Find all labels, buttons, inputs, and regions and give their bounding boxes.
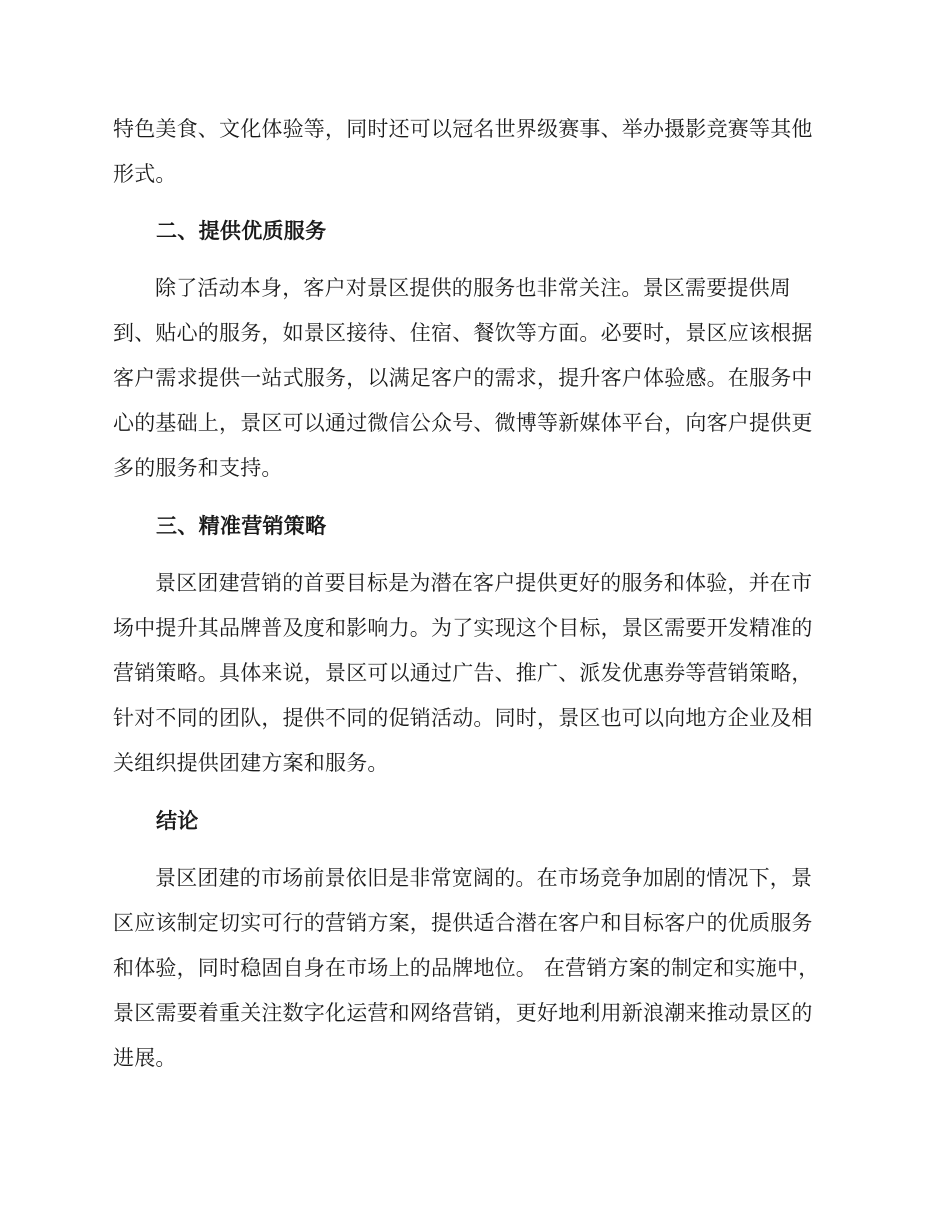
section-heading-precision-marketing: 三、精准营销策略	[156, 514, 327, 538]
paragraph-conclusion	[113, 856, 833, 1081]
text-line: 客户需求提供一站式服务，以满足客户的需求，提升客户体验感。在服务中	[113, 366, 813, 390]
text-line: 关组织提供团建方案和服务。	[113, 751, 389, 775]
text-line: 形式。	[113, 162, 177, 186]
section-heading-conclusion: 结论	[156, 809, 199, 833]
paragraph-intro-continuation	[113, 107, 833, 197]
text-line: 除了活动本身，客户对景区提供的服务也非常关注。景区需要提供周	[155, 276, 791, 300]
paragraph-quality-service	[113, 266, 833, 491]
text-line: 景区需要着重关注数字化运营和网络营销，更好地利用新浪潮来推动景区的	[113, 1001, 813, 1025]
text-line: 和体验，同时稳固自身在市场上的品牌地位。 在营销方案的制定和实施中，	[113, 956, 820, 980]
text-line: 场中提升其品牌普及度和影响力。为了实现这个目标，景区需要开发精准的	[113, 616, 813, 640]
text-line: 针对不同的团队，提供不同的促销活动。同时，景区也可以向地方企业及相	[113, 706, 813, 730]
text-line: 多的服务和支持。	[113, 456, 283, 480]
text-line: 景区团建营销的首要目标是为潜在客户提供更好的服务和体验，并在市	[155, 571, 813, 595]
paragraph-precision-marketing	[113, 561, 833, 786]
text-line: 营销策略。具体来说，景区可以通过广告、推广、派发优惠券等营销策略，	[113, 661, 813, 685]
text-line: 区应该制定切实可行的营销方案，提供适合潜在客户和目标客户的优质服务	[113, 911, 813, 935]
text-line: 进展。	[113, 1046, 177, 1070]
text-line: 到、贴心的服务，如景区接待、住宿、餐饮等方面。必要时，景区应该根据	[113, 321, 813, 345]
section-heading-quality-service: 二、提供优质服务	[156, 219, 327, 243]
text-line: 特色美食、文化体验等，同时还可以冠名世界级赛事、举办摄影竞赛等其他	[113, 117, 813, 141]
text-line: 景区团建的市场前景依旧是非常宽阔的。在市场竞争加剧的情况下，景	[155, 866, 813, 890]
text-line: 心的基础上，景区可以通过微信公众号、微博等新媒体平台，向客户提供更	[113, 411, 813, 435]
